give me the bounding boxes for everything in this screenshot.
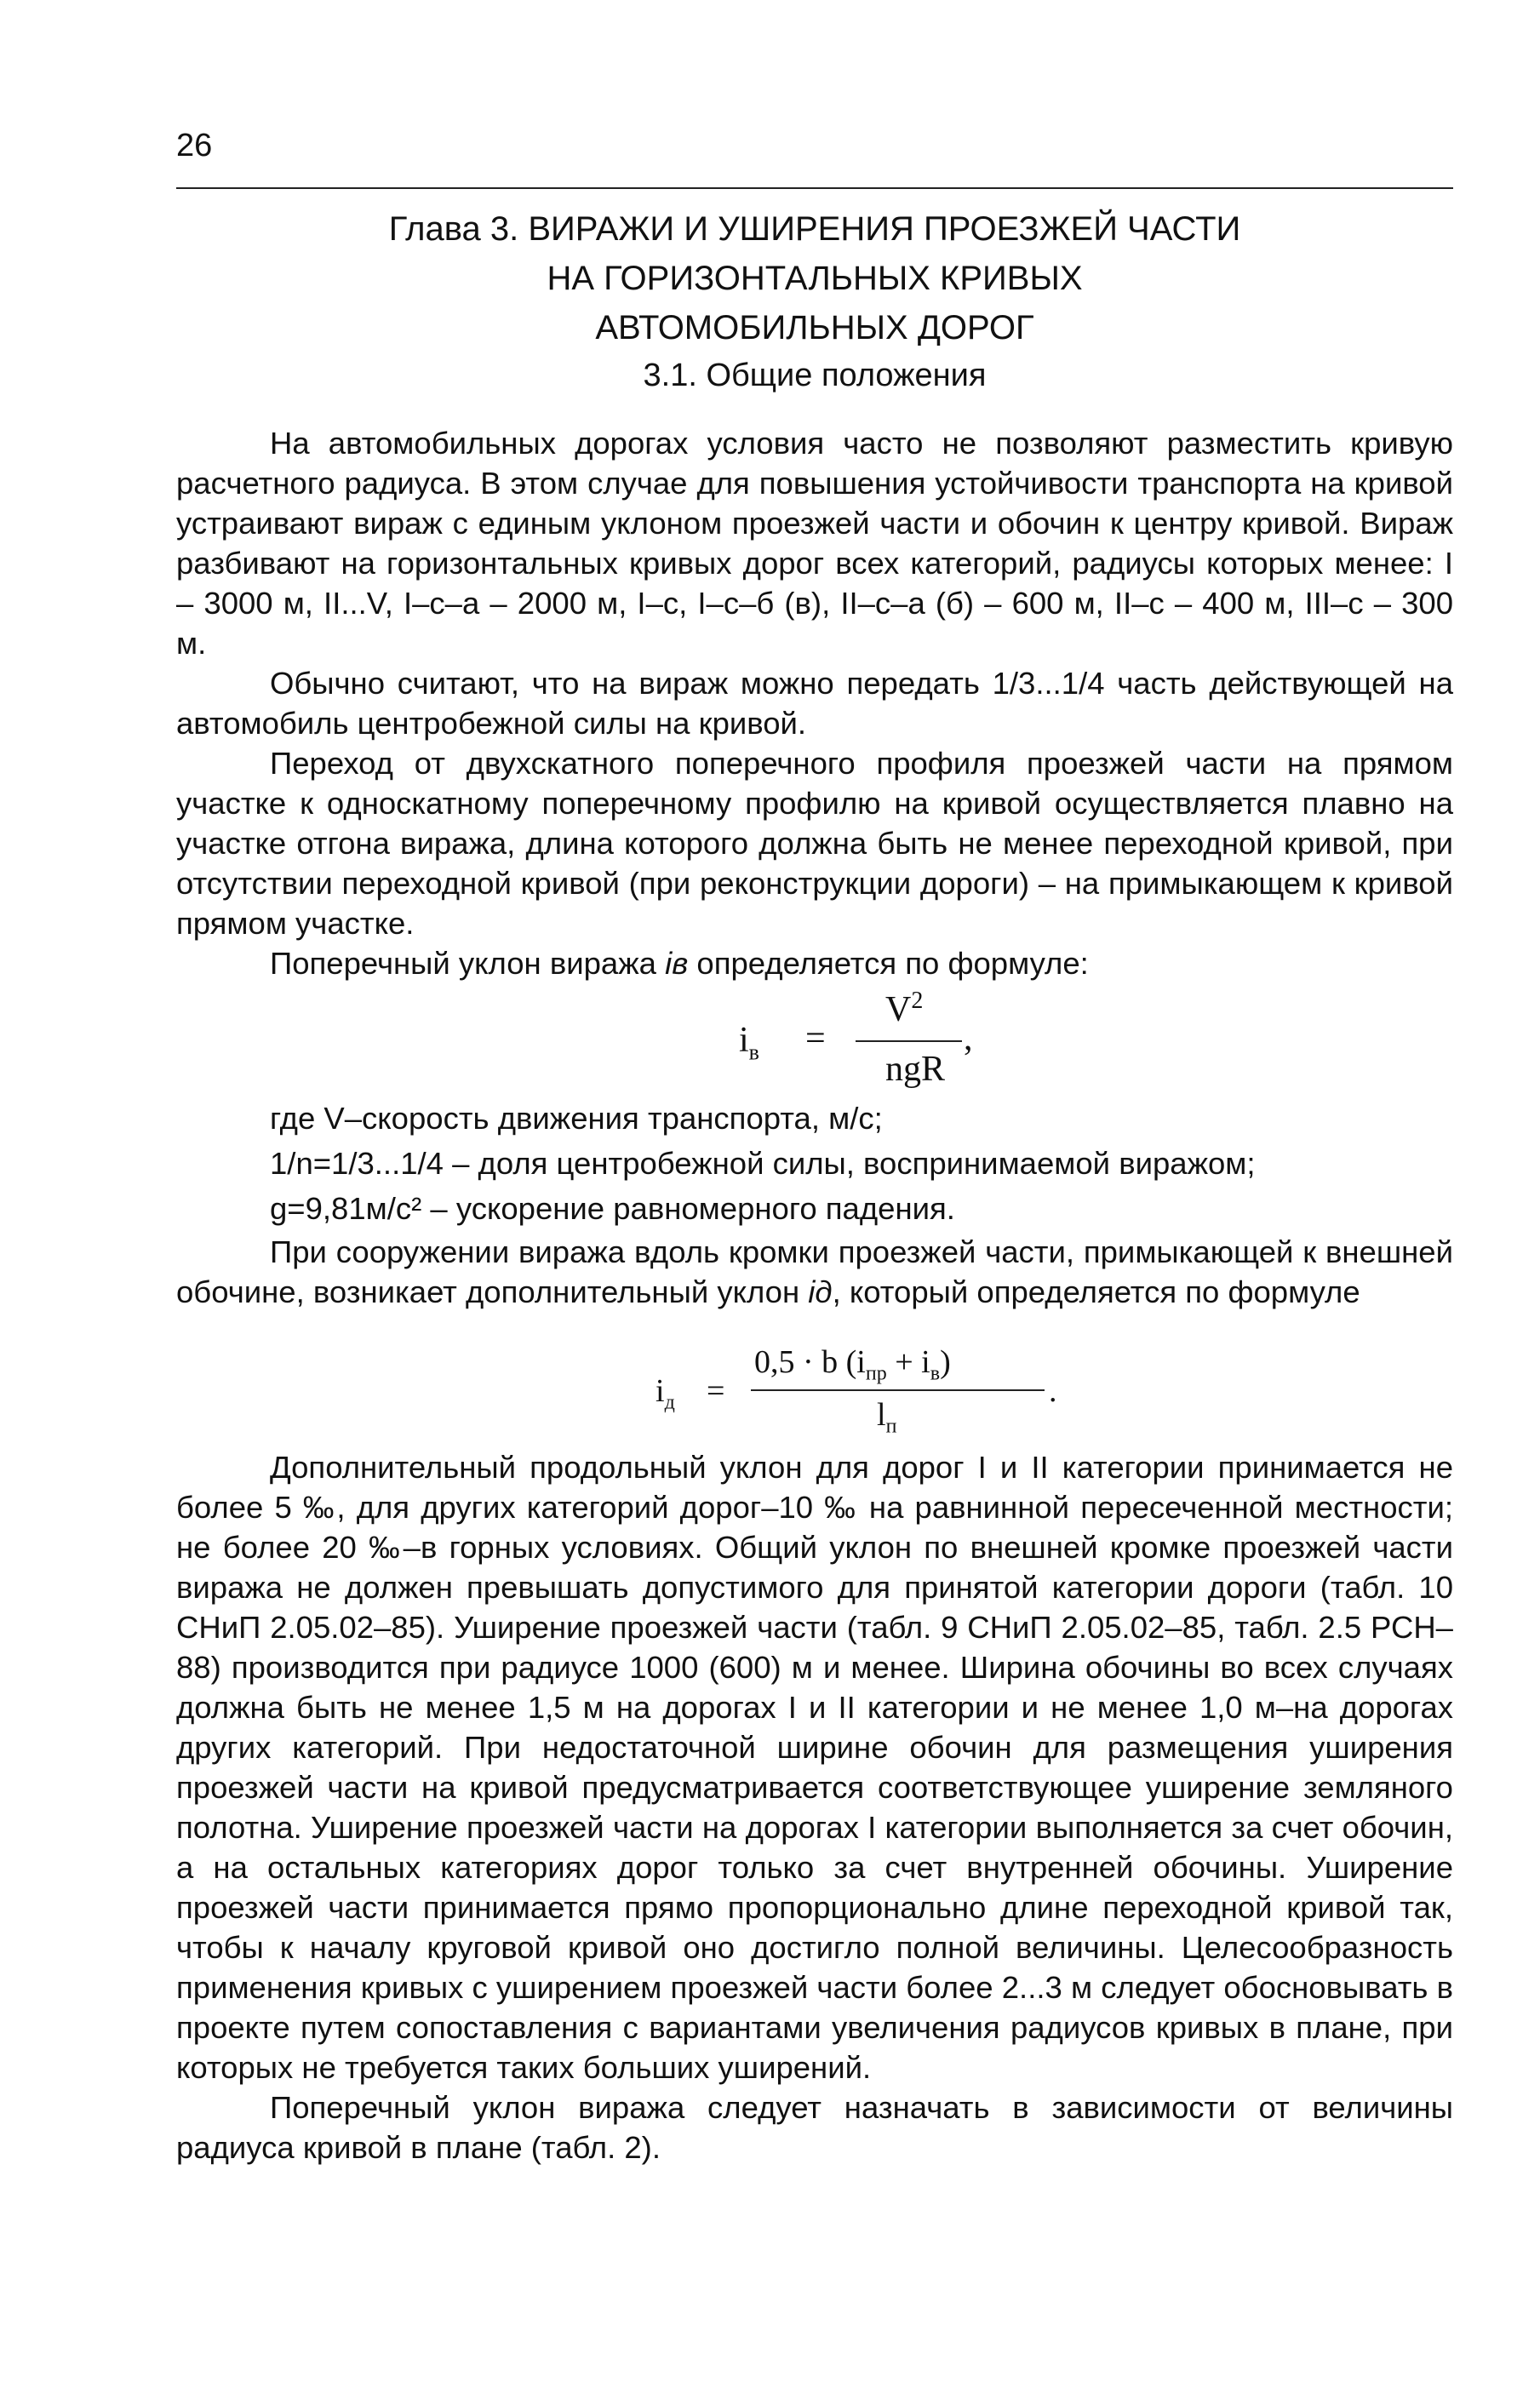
- formula-2-eq: =: [707, 1373, 725, 1409]
- chapter-title-line-2: НА ГОРИЗОНТАЛЬНЫХ КРИВЫХ: [547, 260, 1083, 297]
- formula-1-num-sup: 2: [911, 988, 924, 1014]
- where-line-2: 1/n=1/3...1/4 – доля центробежной силы, воспринимаемой виражом;: [270, 1146, 1256, 1181]
- where-block: [176, 1098, 1453, 1312]
- paragraph-4-pre: Поперечный уклон виража: [270, 946, 666, 981]
- section-title: 3.1. Общие положения: [643, 358, 987, 393]
- paragraph-5-post: , который определяется по формуле: [832, 1274, 1360, 1309]
- formula-2-lhs-sub: д: [664, 1391, 675, 1414]
- where-line-3: g=9,81м/с² – ускорение равномерного падения.: [270, 1191, 955, 1226]
- chapter-title-line-1: Глава 3. ВИРАЖИ И УШИРЕНИЯ ПРОЕЗЖЕЙ ЧАСТИ: [388, 210, 1241, 248]
- text-block-3: [176, 1447, 1453, 2167]
- page-number: 26: [176, 128, 213, 163]
- formula-1-denominator: ngR: [885, 1050, 946, 1089]
- text-block-1: [176, 423, 1453, 983]
- formula-2-tail: .: [1049, 1373, 1057, 1409]
- formula-1-fraction-line: [856, 1040, 962, 1042]
- paragraph-1: На автомобильных дорогах условия часто не позволяют разместить кривую расчетного радиуса. В этом случае для повышения устойчивости транспорта на кривой устраивают вираж с единым уклоном проезжей части и обочин к центру кривой. Вираж разбивают на горизонтальных кривых дорог всех категорий, радиусы которых менее: I – 3000 м, II...V, I–с–а – 2000 м, I–с, I–с–б (в), II–с–а (б) – 600 м, II–с – 400 м, III–с – 300 м.: [176, 426, 1453, 661]
- var-id: iд: [808, 1274, 833, 1309]
- paragraph-5-pre: При сооружении виража вдоль кромки проезжей части, примыкающей к внешней обочине, возникает дополнительный уклон: [176, 1234, 1453, 1309]
- paragraph-5: [176, 1232, 1453, 1312]
- paragraph-2: Обычно считают, что на вираж можно передать 1/3...1/4 часть действующей на автомобиль центробежной силы на кривой.: [176, 666, 1453, 741]
- header-rule: [176, 187, 1453, 189]
- formula-2-lhs: $i_д$: [656, 1373, 675, 1414]
- formula-1-eq: =: [805, 1019, 826, 1058]
- formula-1-lhs-sub: в: [748, 1039, 759, 1065]
- paragraph-6: Дополнительный продольный уклон для дорог I и II категории принимается не более 5 ‰, для других категорий дорог–10 ‰ на равнинной пересеченной местности; не более 20 ‰–в горных условиях. Общий уклон по внешней кромке проезжей части виража не должен превышать допустимого для принятой категории дороги (табл. 10 СНиП 2.05.02–85). Уширение проезжей части (табл. 9 СНиП 2.05.02–85, табл. 2.5 РСН–88) производится при радиусе 1000 (600) м и менее. Ширина обочины во всех случаях должна быть не менее 1,5 м на дорогах I и II категории и не менее 1,0 м–на дорогах других категорий. При недостаточной ширине обочин для размещения уширения проезжей части на кривой предусматривается соответствующее уширение земляного полотна. Уширение проезжей части на дорогах I категории выполняется за счет обочин, а на остальных категориях дорог только за счет внутренней обочины. Уширение проезжей части принимается прямо пропорционально длине переходной кривой так, чтобы к началу круговой кривой оно достигло полной величины. Целесообразность применения кривых с уширением проезжей части более 2...3 м следует обосновывать в проекте путем сопоставления с вариантами увеличения радиусов кривых в плане, при которых не требуется таких больших уширений.: [176, 1450, 1453, 2085]
- formula-1-numerator: $V^2$: [885, 988, 924, 1029]
- chapter-title: [176, 204, 1453, 352]
- formula-2-numerator: 0,5 · b $(i_{пр} + i_в)$: [754, 1344, 951, 1385]
- paragraph-7: Поперечный уклон виража следует назначать в зависимости от величины радиуса кривой в плане (табл. 2).: [176, 2090, 1453, 2165]
- formula-2-num-sub-1: пр: [865, 1362, 887, 1385]
- formula-1-lhs: $i_в$: [739, 1021, 759, 1065]
- paragraph-3: Переход от двухскатного поперечного профиля проезжей части на прямом участке к односкатному поперечному профилю на кривой осуществляется плавно на участке отгона виража, длина которого должна быть не менее переходной кривой, при отсутствии переходной кривой (при реконструкции дороги) – на примыкающем к кривой прямом участке.: [176, 746, 1453, 941]
- var-iv: iв: [665, 946, 689, 981]
- chapter-title-line-3: АВТОМОБИЛЬНЫХ ДОРОГ: [595, 309, 1034, 346]
- where-line-1: где V–скорость движения транспорта, м/с;: [270, 1101, 883, 1136]
- formula-1-tail: ,: [964, 1019, 973, 1058]
- formula-2-denominator: $l_п$: [877, 1397, 897, 1438]
- formula-2-fraction-line: [751, 1389, 1045, 1391]
- formula-2-num-sub-2: в: [930, 1362, 941, 1385]
- paragraph-4: [176, 943, 1453, 983]
- paragraph-4-post: определяется по формуле:: [688, 946, 1089, 981]
- formula-2-den-sub: п: [885, 1415, 897, 1438]
